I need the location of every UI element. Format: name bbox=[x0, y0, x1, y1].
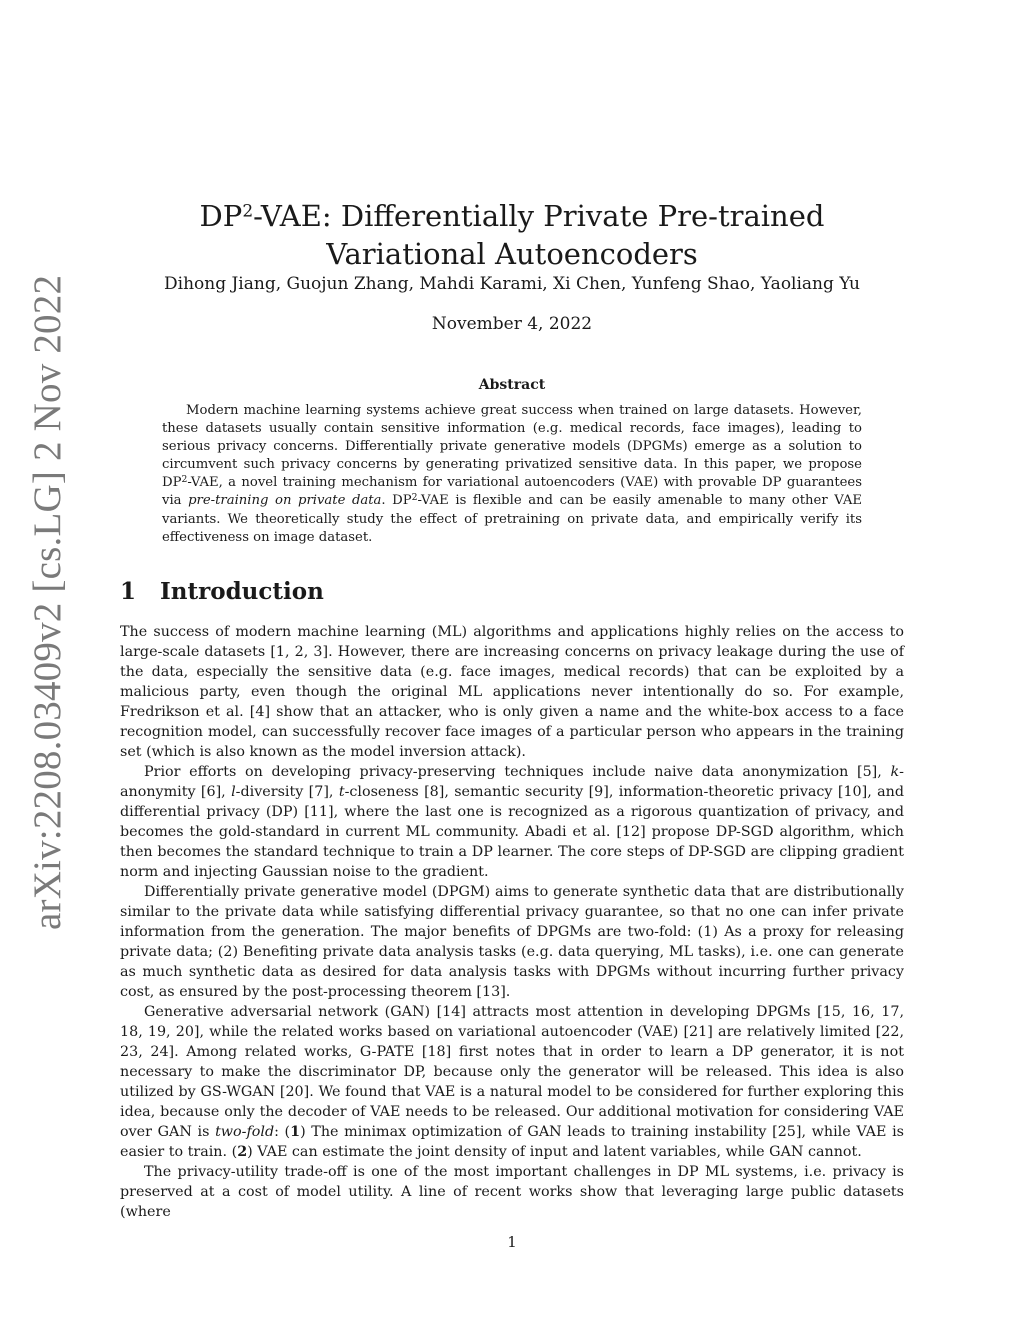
publication-date: November 4, 2022 bbox=[431, 314, 593, 334]
arxiv-identifier: arXiv:2208.03409v2 [cs.LG] 2 Nov 2022 bbox=[26, 274, 69, 930]
body-paragraph: Differentially private generative model (DPGM) aims to generate synthetic data that are distributionally similar to the private data while satisfying differential privacy guarantee, so that no one can infer private information from the generation. The major benefits of DPGMs are two-fold: (1) As a proxy for releasing private data; (2) Benefiting private data analysis tasks (e.g. data querying, ML tasks), i.e. one can generate as much synthetic data as desired for data analysis tasks with DPGMs without incurring further privacy cost, as ensured by the post-processing theorem [13]. bbox=[120, 884, 904, 1000]
section-title: Introduction bbox=[160, 578, 324, 605]
introduction-body bbox=[120, 622, 904, 1222]
author-list: Dihong Jiang, Guojun Zhang, Mahdi Karami, Xi Chen, Yunfeng Shao, Yaoliang Yu bbox=[164, 274, 860, 294]
paper-title: $DP^2$-VAE: Differentially Private Pre-trained Variational Autoencoders bbox=[199, 199, 825, 272]
body-paragraph: Generative adversarial network (GAN) [14] attracts most attention in developing DPGMs [15, 16, 17, 18, 19, 20], while the related works based on variational autoencoder (VAE) [21] are relatively limited [22, 23, 24]. Among related works, G-PATE [18] first notes that in order to learn a DP generator, it is not necessary to make the discriminator DP, because only the generator will be released. This idea is also utilized by GS-WGAN [20]. We found that VAE is a natural model to be considered for further exploring this idea, because only the decoder of VAE needs to be released. Our additional motivation for considering VAE over GAN is two-fold: (1) The minimax optimization of GAN leads to training instability [25], while VAE is easier to train. (2) VAE can estimate the joint density of input and latent variables, while GAN cannot. bbox=[120, 1004, 904, 1160]
page-number: 1 bbox=[507, 1233, 517, 1251]
abstract-paragraph: Modern machine learning systems achieve great success when trained on large datasets. However, these datasets usually contain sensitive information (e.g. medical records, face images), leading to serious privacy concerns. Differentially private generative models (DPGMs) emerge as a solution to circumvent such privacy concerns by generating privatized sensitive data. In this paper, we propose $DP^2$-VAE, a novel training mechanism for variational autoencoders (VAE) with provable DP guarantees via pre-training on private data. $DP^2$-VAE is flexible and can be easily amenable to many other VAE variants. We theoretically study the effect of pretraining on private data, and empirically verify its effectiveness on image dataset. bbox=[162, 403, 862, 545]
abstract-body bbox=[162, 402, 862, 547]
body-paragraph: Prior efforts on developing privacy-preserving techniques include naive data anonymization [5], k-anonymity [6], l-diversity [7], t-closeness [8], semantic security [9], information-theoretic privacy [10], and differential privacy (DP) [11], where the last one is recognized as a rigorous quantization of privacy, and becomes the gold-standard in current ML community. Abadi et al. [12] propose DP-SGD algorithm, which then becomes the standard technique to train a DP learner. The core steps of DP-SGD are clipping gradient norm and injecting Gaussian noise to the gradient. bbox=[120, 764, 904, 880]
abstract-heading: Abstract bbox=[478, 377, 546, 393]
section-heading-introduction bbox=[120, 578, 324, 605]
body-paragraph: The privacy-utility trade-off is one of the most important challenges in DP ML systems, i.e. privacy is preserved at a cost of model utility. A line of recent works show that leveraging large public datasets (where bbox=[120, 1164, 904, 1220]
body-paragraph: The success of modern machine learning (ML) algorithms and applications highly relies on the access to large-scale datasets [1, 2, 3]. However, there are increasing concerns on privacy leakage during the use of the data, especially the sensitive data (e.g. face images, medical records) that can be exploited by a malicious party, even though the original ML applications never intentionally do so. For example, Fredrikson et al. [4] show that an attacker, who is only given a name and the white-box access to a face recognition model, can successfully recover face images of a particular person who appears in the training set (which is also known as the model inversion attack). bbox=[120, 624, 904, 760]
section-number: 1 bbox=[120, 578, 137, 605]
